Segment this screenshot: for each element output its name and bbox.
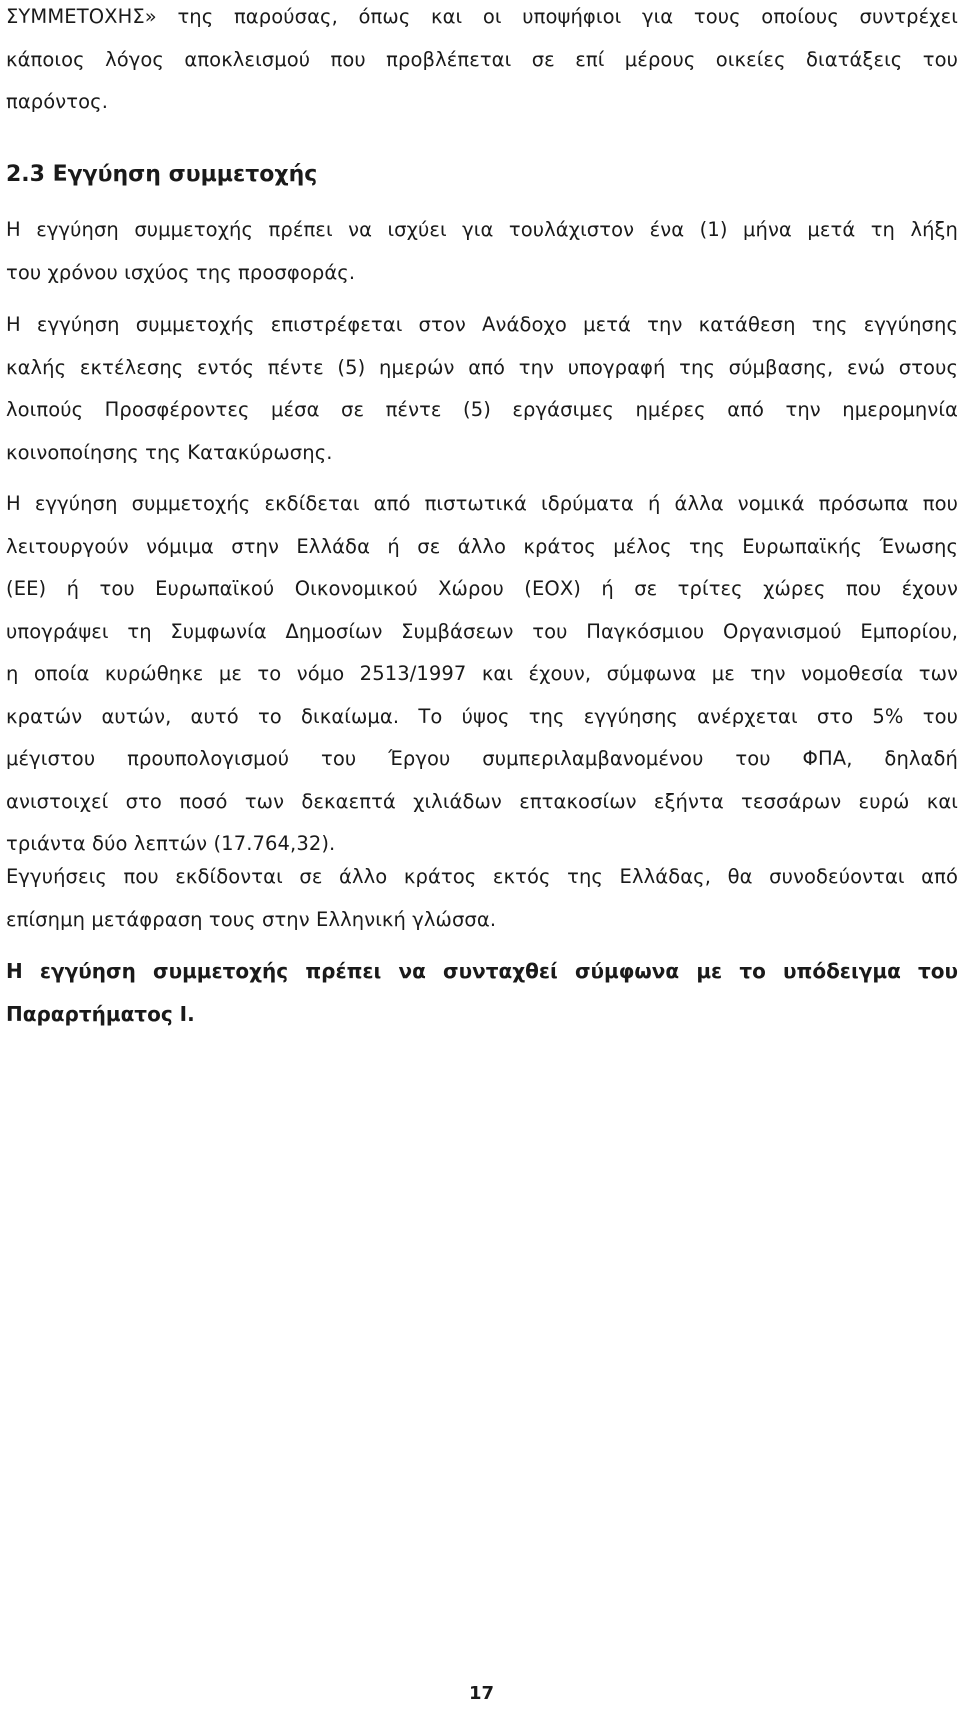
- paragraph-translation: [6, 856, 958, 941]
- paragraph-template-requirement: [6, 950, 958, 1036]
- paragraph-line: η οποία κυρώθηκε με το νόμο 2513/1997 και έχουν, σύμφωνα με την νομοθεσία των: [6, 662, 958, 685]
- paragraph-line: Η εγγύηση συμμετοχής εκδίδεται από πιστωτικά ιδρύματα ή άλλα νομικά πρόσωπα που: [6, 492, 958, 515]
- paragraph-return: [6, 304, 958, 474]
- paragraph-line: Παραρτήματος Ι.: [6, 1002, 195, 1026]
- paragraph-line: λειτουργούν νόμιμα στην Ελλάδα ή σε άλλο κράτος μέλος της Ευρωπαϊκής Ένωσης: [6, 534, 958, 558]
- intro-line: κάποιος λόγος αποκλεισμού που προβλέπεται σε επί μέρους οικείες διατάξεις του: [6, 47, 958, 71]
- paragraph-line: ανιστοιχεί στο ποσό των δεκαεπτά χιλιάδων επτακοσίων εξήντα τεσσάρων ευρώ και: [6, 789, 958, 813]
- paragraph-line: καλής εκτέλεσης εντός πέντε (5) ημερών από την υπογραφή της σύμβασης, ενώ στους: [6, 355, 958, 379]
- paragraph-line: του χρόνου ισχύος της προσφοράς.: [6, 260, 356, 284]
- intro-paragraph: [6, 0, 958, 124]
- paragraph-line: Η εγγύηση συμμετοχής πρέπει να ισχύει για τουλάχιστον ένα (1) μήνα μετά τη λήξη: [6, 218, 958, 241]
- paragraph-line: Εγγυήσεις που εκδίδονται σε άλλο κράτος εκτός της Ελλάδας, θα συνοδεύονται από: [6, 865, 958, 888]
- paragraph-line: Η εγγύηση συμμετοχής επιστρέφεται στον Ανάδοχο μετά την κατάθεση της εγγύησης: [6, 313, 958, 336]
- intro-line: παρόντος.: [6, 90, 109, 113]
- paragraph-line: επίσημη μετάφραση τους στην Ελληνική γλώσσα.: [6, 907, 497, 931]
- paragraph-line: λοιπούς Προσφέροντες μέσα σε πέντε (5) εργάσιμες ημέρες από την ημερομηνία: [6, 398, 958, 421]
- paragraph-line: κοινοποίησης της Κατακύρωσης.: [6, 440, 333, 464]
- paragraph-line: τριάντα δύο λεπτών (17.764,32).: [6, 832, 336, 855]
- paragraph-line: υπογράψει τη Συμφωνία Δημοσίων Συμβάσεων του Παγκόσμιου Οργανισμού Εμπορίου,: [6, 619, 958, 643]
- paragraph-line: μέγιστου προυπολογισμού του Έργου συμπεριλαμβανομένου του ΦΠΑ, δηλαδή: [6, 747, 958, 770]
- intro-line: ΣΥΜΜΕΤΟΧΗΣ» της παρούσας, όπως και οι υποψήφιοι για τους οποίους συντρέχει: [6, 5, 958, 28]
- section-heading: 2.3 Εγγύηση συμμετοχής: [6, 162, 318, 187]
- paragraph-line: (ΕΕ) ή του Ευρωπαϊκού Οικονομικού Χώρου (ΕΟΧ) ή σε τρίτες χώρες που έχουν: [6, 577, 958, 600]
- paragraph-line: Η εγγύηση συμμετοχής πρέπει να συνταχθεί σύμφωνα με το υπόδειγμα του: [6, 959, 958, 983]
- paragraph-validity: [6, 209, 958, 294]
- page-number: 17: [469, 1683, 495, 1704]
- paragraph-issuers: [6, 483, 958, 866]
- paragraph-line: κρατών αυτών, αυτό το δικαίωμα. Το ύψος της εγγύησης ανέρχεται στο 5% του: [6, 704, 958, 728]
